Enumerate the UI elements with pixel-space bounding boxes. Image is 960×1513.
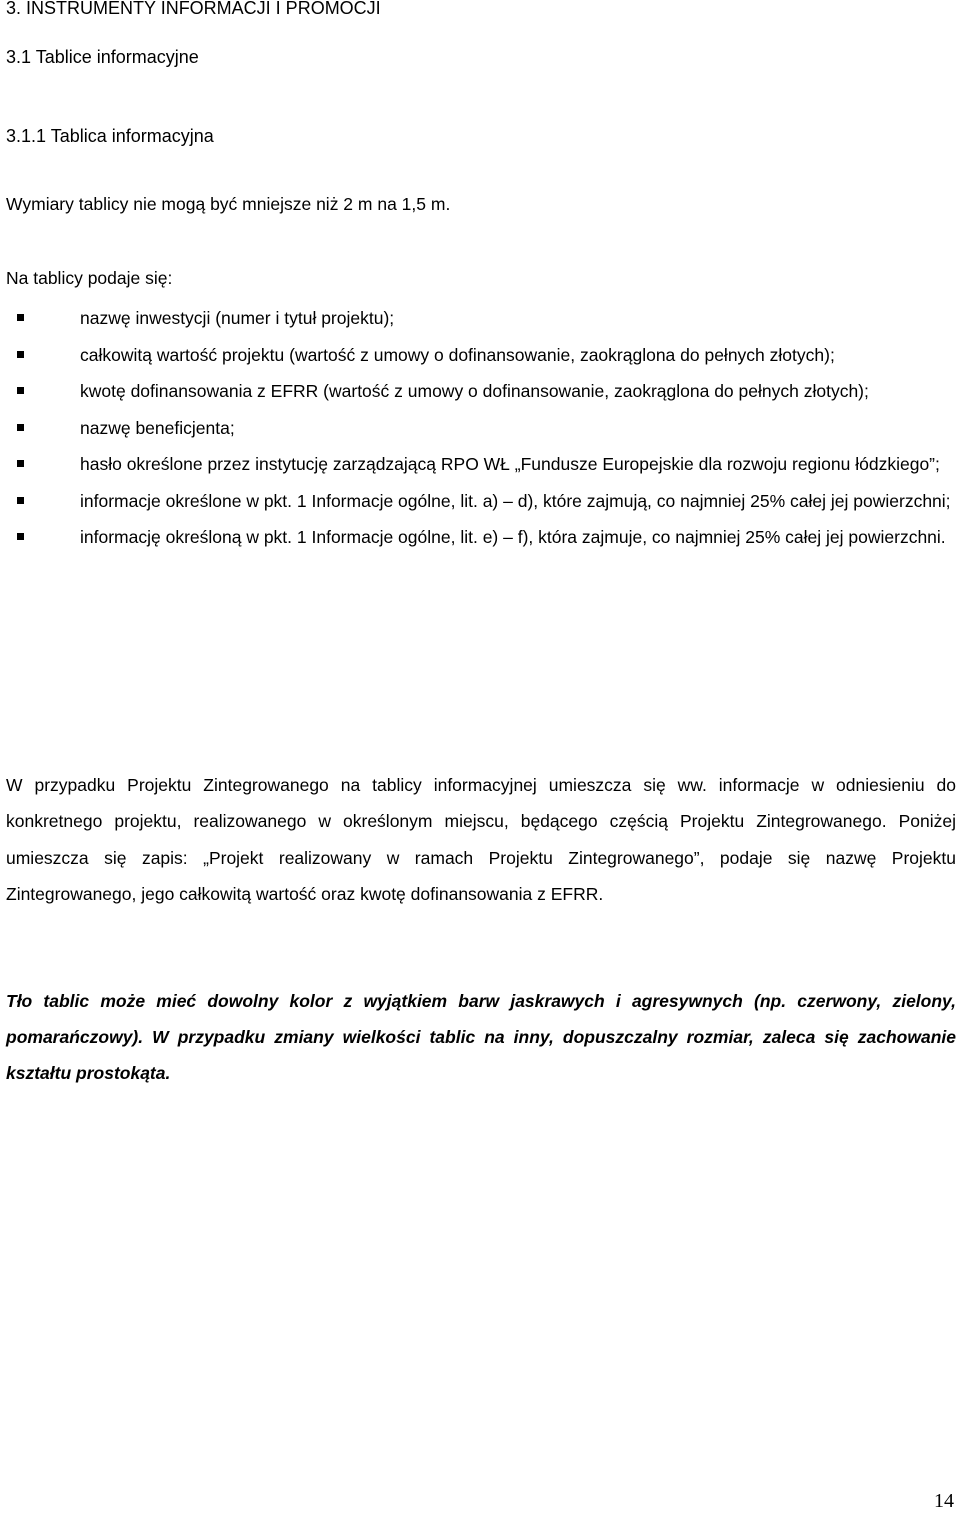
square-bullet-icon xyxy=(17,387,24,394)
list-intro: Na tablicy podaje się: xyxy=(6,268,173,288)
list-item: hasło określone przez instytucję zarządzającą RPO WŁ „Fundusze Europejskie dla rozwoju regionu łódzkiego”; xyxy=(6,446,956,483)
integrated-project-paragraph: W przypadku Projektu Zintegrowanego na tablicy informacyjnej umieszcza się ww. informacje w odniesieniu do konkretnego projektu, realizowanego w określonym miejscu, będącego częścią Projektu Zintegrowanego. Poniżej umieszcza się zapis: „Projekt realizowany w ramach Projektu Zintegrowanego”, podaje się nazwę Projektu Zintegrowanego, jego całkowitą wartość oraz kwotę dofinansowania z EFRR. xyxy=(6,775,956,904)
square-bullet-icon xyxy=(17,351,24,358)
list-item: nazwę beneficjenta; xyxy=(6,410,956,447)
chapter-heading: 3. INSTRUMENTY INFORMACJI I PROMOCJI xyxy=(6,0,381,18)
page-number: 14 xyxy=(934,1490,954,1512)
list-item: kwotę dofinansowania z EFRR (wartość z umowy o dofinansowanie, zaokrąglona do pełnych złotych); xyxy=(6,373,956,410)
list-item: nazwę inwestycji (numer i tytuł projektu); xyxy=(6,300,956,337)
list-item: całkowitą wartość projektu (wartość z umowy o dofinansowanie, zaokrąglona do pełnych złotych); xyxy=(6,337,956,374)
list-item: informację określoną w pkt. 1 Informacje ogólne, lit. e) – f), która zajmuje, co najmniej 25% całej jej powierzchni. xyxy=(6,519,956,556)
square-bullet-icon xyxy=(17,497,24,504)
board-color-paragraph: Tło tablic może mieć dowolny kolor z wyjątkiem barw jaskrawych i agresywnych (np. czerwony, zielony, pomarańczowy). W przypadku zmiany wielkości tablic na inny, dopuszczalny rozmiar, zaleca się zachowanie kształtu prostokąta. xyxy=(6,991,956,1083)
square-bullet-icon xyxy=(17,533,24,540)
square-bullet-icon xyxy=(17,424,24,431)
dimensions-paragraph: Wymiary tablicy nie mogą być mniejsze niż 2 m na 1,5 m. xyxy=(6,194,451,214)
subsection-heading: 3.1.1 Tablica informacyjna xyxy=(6,126,214,146)
square-bullet-icon xyxy=(17,460,24,467)
square-bullet-icon xyxy=(17,314,24,321)
section-heading: 3.1 Tablice informacyjne xyxy=(6,47,199,67)
list-item: informacje określone w pkt. 1 Informacje ogólne, lit. a) – d), które zajmują, co najmniej 25% całej jej powierzchni; xyxy=(6,483,956,520)
requirements-list xyxy=(6,300,956,556)
